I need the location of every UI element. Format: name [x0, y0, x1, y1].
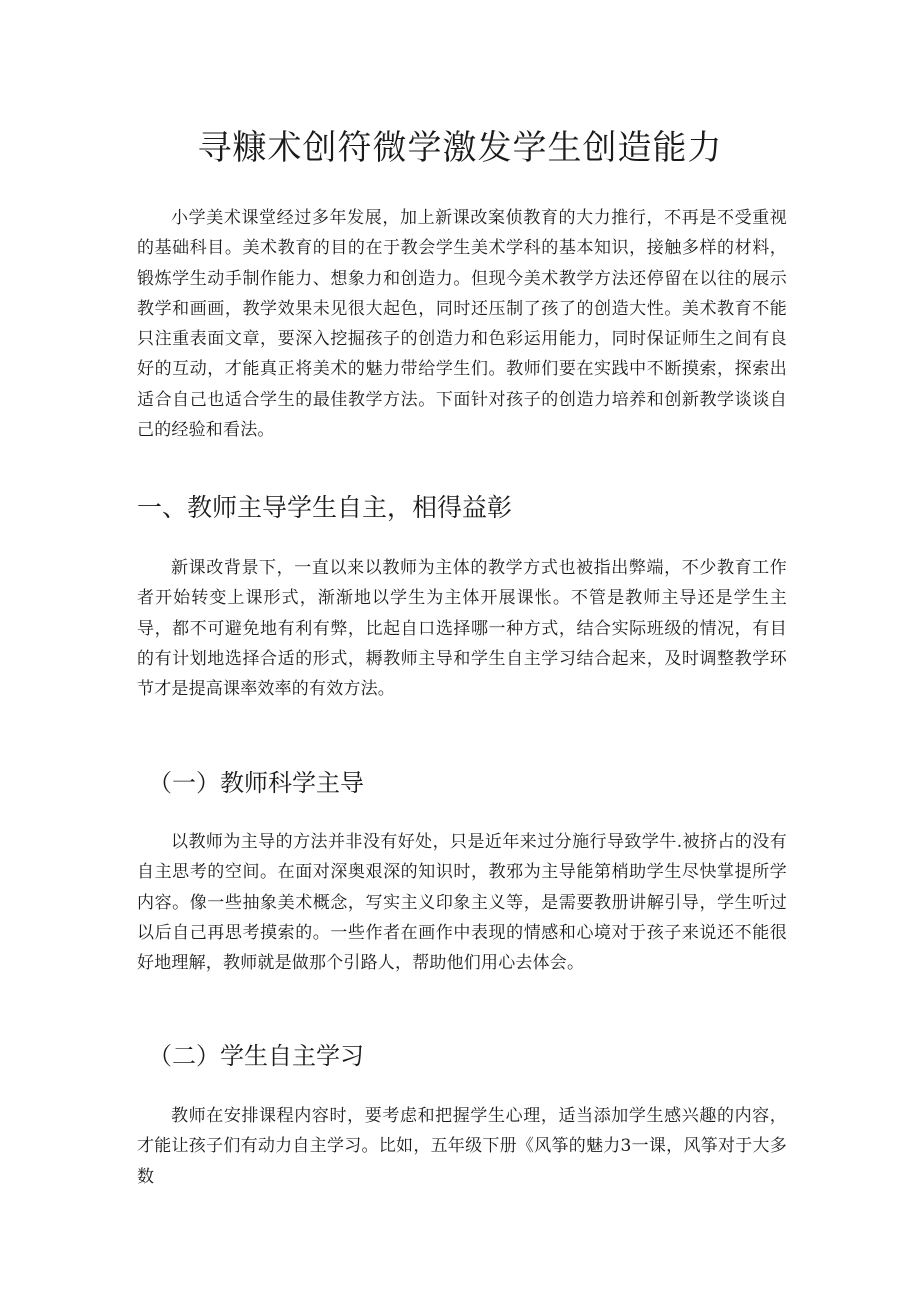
intro-paragraph: 小学美术课堂经过多年发展，加上新课改案侦教育的大力推行，不再是不受重视的基础科目。美术教育的目的在于教会学生美术学科的基本知识，接触多样的材料，锻炼学生动手制作能力、想象力和创造力。但现今美术教学方法还停留在以往的展示教学和画画，教学效果未见很大起色，同时还压制了孩了的创造大性。美术教育不能只注重表面文章，要深入挖掘孩子的创造力和色彩运用能力，同时保证师生之间有良好的互动，才能真正将美术的魅力带给学生们。教师们要在实践中不断摸索，探索出适合自己也适合学生的最佳教学方法。下面针对孩子的创造力培养和创新教学谈谈自己的经验和看法。: [137, 208, 787, 441]
subsection-1-paragraph: 以教师为主导的方法并非没有好处，只是近年来过分施行导致学牛.被挤占的没有自主思考的空间。在面对深奥艰深的知识时，教邪为主导能第梢助学生尽快掌提所学内容。像一些抽象美术概念，写实主义印象主义等，是需要教册讲解引导，学生听过以后自己再思考摸索的。一些作者在画作中表现的情感和心境对于孩子来说还不能很好地理解，教师就是做那个引路人，帮助他们用心去体会。: [137, 832, 787, 974]
section-heading-1: 一、教师主导学生自主，相得益彰: [137, 493, 513, 522]
subsection-heading-2: （二）学生自主学习: [148, 1042, 364, 1070]
subsection-2-paragraph: 教师在安排课程内容时，要考虑和把握学生心理，适当添加学生感兴趣的内容，才能让孩子们有动力自主学习。比如，五年级下册《风筝的魅力3一课，风筝对于大多数: [137, 1106, 787, 1187]
document-title: 寻糠术创符微学激发学生创造能力: [197, 128, 723, 168]
section-1-paragraph: 新课改背景下，一直以来以教师为主体的教学方式也被指出弊端，不少教育工作者开始转变上课形式，渐渐地以学生为主体开展课怅。不管是教师主导还是学生主导，都不可避免地有利有弊，比起自口选择哪一种方式，结合实际班级的情况，有目的有计划地选择合适的形式，耨教师主导和学生自主学习结合起来，及时调整教学环节才是提高课率效率的有效方法。: [137, 558, 787, 700]
subsection-heading-1: （一）教师科学主导: [148, 769, 364, 797]
